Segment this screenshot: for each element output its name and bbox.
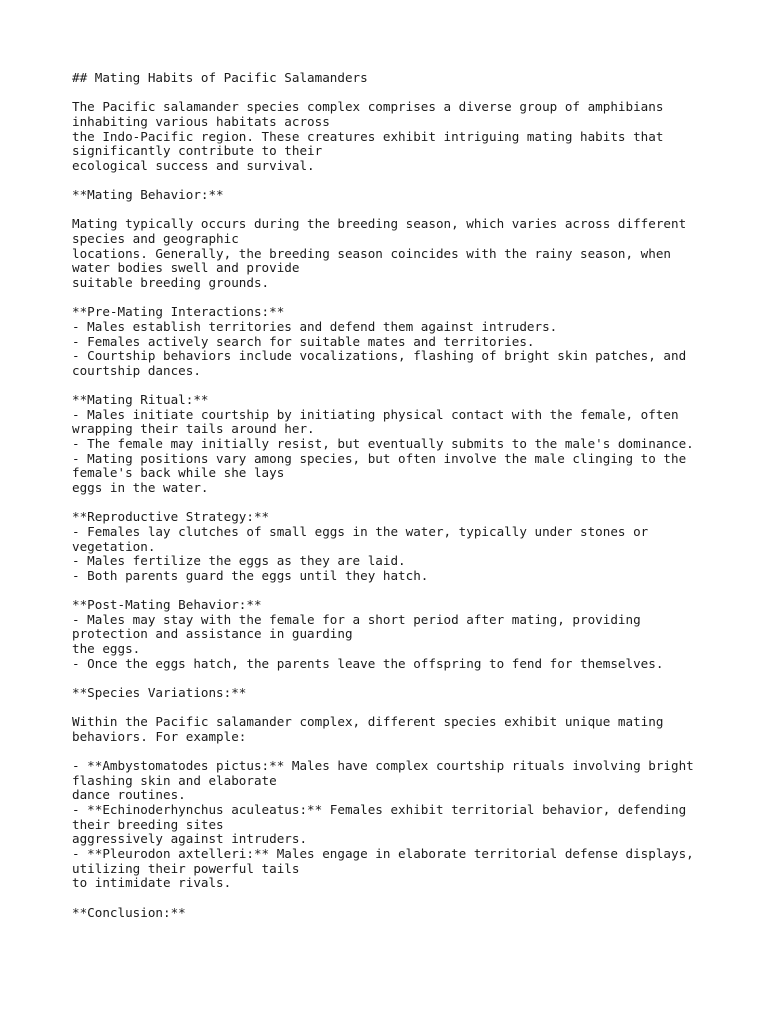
text-line: vegetation. — [72, 538, 156, 554]
text-line: - Females lay clutches of small eggs in the water, typically under stones or — [72, 523, 649, 539]
text-line: - Once the eggs hatch, the parents leave the offspring to fend for themselves. — [72, 655, 664, 671]
text-line: **Mating Behavior:** — [72, 187, 224, 203]
text-line: **Mating Ritual:** — [72, 392, 209, 408]
text-line: dance routines. — [72, 787, 186, 803]
text-line: the Indo-Pacific region. These creatures exhibit intriguing mating habits that — [72, 128, 664, 144]
text-line: to intimidate rivals. — [72, 875, 232, 891]
blank-line — [72, 173, 752, 188]
blank-line — [72, 891, 752, 906]
text-line: aggressively against intruders. — [72, 831, 308, 847]
text-line: wrapping their tails around her. — [72, 421, 315, 437]
document-text — [72, 71, 752, 920]
blank-line — [72, 496, 752, 511]
text-line: - Males fertilize the eggs as they are laid. — [72, 553, 406, 569]
text-line: species and geographic — [72, 231, 239, 247]
text-line: ecological success and survival. — [72, 157, 315, 173]
text-line: - **Echinoderhynchus aculeatus:** Females exhibit territorial behavior, defending — [72, 802, 687, 818]
blank-line — [72, 291, 752, 306]
text-line: courtship dances. — [72, 362, 201, 378]
text-line: locations. Generally, the breeding season coincides with the rainy season, when — [72, 245, 671, 261]
text-line: - Males establish territories and defend them against intruders. — [72, 318, 558, 334]
text-line: water bodies swell and provide — [72, 260, 300, 276]
blank-line — [72, 744, 752, 759]
text-line: Mating typically occurs during the breeding season, which varies across different — [72, 216, 687, 232]
text-line: The Pacific salamander species complex comprises a diverse group of amphibians — [72, 99, 664, 115]
text-line: female's back while she lays — [72, 465, 285, 481]
text-line: flashing skin and elaborate — [72, 772, 277, 788]
text-line: - Males may stay with the female for a short period after mating, providing — [72, 611, 641, 627]
text-line: **Species Variations:** — [72, 684, 247, 700]
text-line: - Courtship behaviors include vocalizations, flashing of bright skin patches, and — [72, 348, 687, 364]
text-line: behaviors. For example: — [72, 728, 247, 744]
text-line: inhabiting various habitats across — [72, 113, 330, 129]
blank-line — [72, 203, 752, 218]
text-line: eggs in the water. — [72, 479, 209, 495]
text-line: **Reproductive Strategy:** — [72, 509, 270, 525]
text-line: - Mating positions vary among species, but often involve the male clinging to the — [72, 450, 687, 466]
blank-line — [72, 378, 752, 393]
text-line: - **Ambystomatodes pictus:** Males have complex courtship rituals involving bright — [72, 758, 694, 774]
text-line: **Pre-Mating Interactions:** — [72, 304, 285, 320]
text-line: suitable breeding grounds. — [72, 274, 270, 290]
text-line: **Conclusion:** — [72, 904, 186, 920]
text-line: significantly contribute to their — [72, 143, 323, 159]
text-line: Within the Pacific salamander complex, different species exhibit unique mating — [72, 714, 664, 730]
text-line: their breeding sites — [72, 816, 224, 832]
text-line: - The female may initially resist, but eventually submits to the male's dominance. — [72, 436, 694, 452]
text-line: - Both parents guard the eggs until they hatch. — [72, 567, 429, 583]
text-line: utilizing their powerful tails — [72, 860, 300, 876]
blank-line — [72, 583, 752, 598]
blank-line — [72, 86, 752, 101]
text-line: - Females actively search for suitable mates and territories. — [72, 333, 535, 349]
text-line: **Post-Mating Behavior:** — [72, 597, 262, 613]
text-line: - **Pleurodon axtelleri:** Males engage in elaborate territorial defense displays, — [72, 845, 694, 861]
text-line: protection and assistance in guarding — [72, 626, 353, 642]
blank-line — [72, 701, 752, 716]
blank-line — [72, 671, 752, 686]
text-line: the eggs. — [72, 640, 141, 656]
text-line: - Males initiate courtship by initiating physical contact with the female, often — [72, 406, 679, 422]
text-line: ## Mating Habits of Pacific Salamanders — [72, 70, 368, 85]
